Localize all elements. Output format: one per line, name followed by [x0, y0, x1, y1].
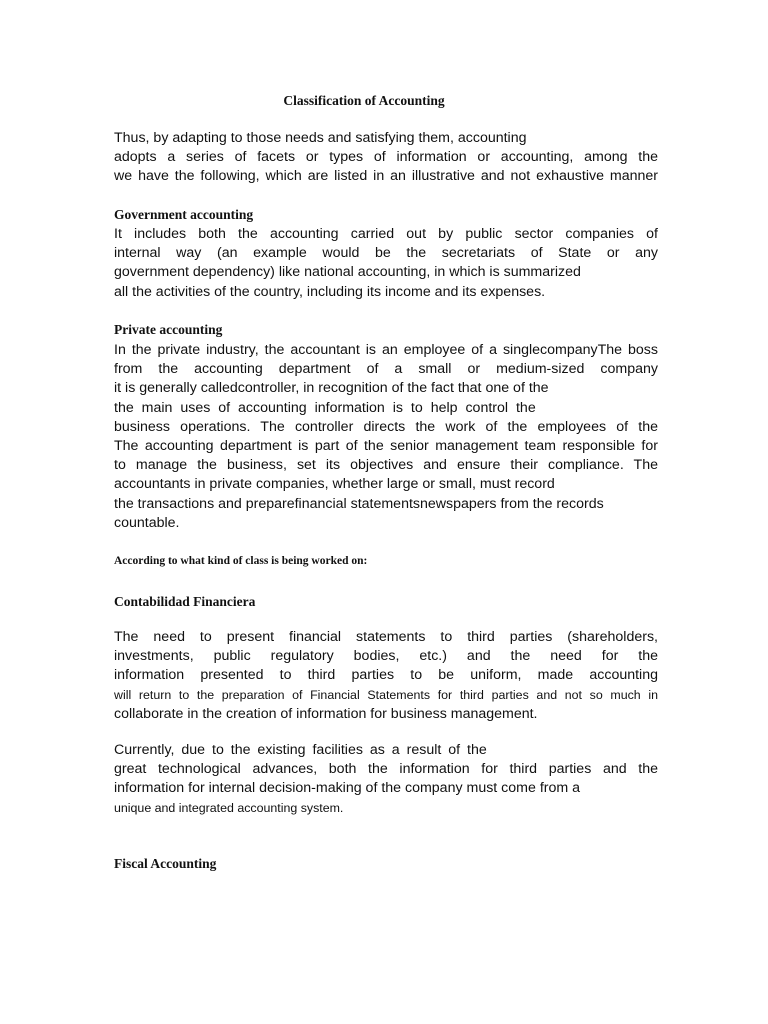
paragraph-line: The need to present financial statements to third parties (shareholders, [114, 629, 658, 645]
paragraph-line: investments, public regulatory bodies, etc.) and the need for the [114, 648, 658, 665]
paragraph-line: Currently, due to the existing facilities as a result of the [114, 742, 487, 758]
government-accounting-heading: Government accounting [114, 207, 254, 222]
paragraph-line: the transactions and preparefinancial statementsnewspapers from the records [114, 495, 604, 512]
paragraph-line: It includes both the accounting carried out by public sector companies of [114, 226, 658, 242]
paragraph-line: from the accounting department of a small or medium-sized company [114, 361, 658, 378]
paragraph-line: all the activities of the country, including its income and its expenses. [114, 283, 546, 300]
paragraph-line: business operations. The controller directs the work of the employees of the [114, 418, 658, 435]
paragraph-line: In the private industry, the accountant is an employee of a singlecompanyThe boss [114, 342, 658, 358]
government-accounting-paragraph [114, 225, 658, 302]
paragraph-line: adopts a series of facets or types of information or accounting, among the [114, 149, 658, 166]
class-heading: According to what kind of class is being worked on: [114, 555, 368, 567]
paragraph-line: great technological advances, both the information for third parties and the [114, 761, 658, 778]
paragraph-line: information for internal decision-making of the company must come from a [114, 780, 581, 797]
paragraph-line: to manage the business, set its objectives and ensure their compliance. The [114, 457, 658, 474]
paragraph-line: it is generally calledcontroller, in recognition of the fact that one of the [114, 380, 549, 397]
paragraph-line: countable. [114, 514, 180, 531]
intro-paragraph [114, 129, 658, 187]
financiera-paragraph-1 [114, 628, 658, 724]
fiscal-accounting-heading: Fiscal Accounting [114, 856, 217, 871]
financiera-heading: Contabilidad Financiera [114, 594, 256, 609]
paragraph-line: accountants in private companies, whether large or small, must record [114, 476, 555, 493]
paragraph-line: the main uses of accounting information is to help control the [114, 399, 536, 416]
document-title: Classification of Accounting [283, 93, 445, 108]
paragraph-line: internal way (an example would be the secretariats of State or any [114, 245, 658, 262]
financiera-paragraph-2 [114, 741, 658, 818]
paragraph-line: government dependency) like national accounting, in which is summarized [114, 264, 581, 281]
paragraph-line: will return to the preparation of Financial Statements for third parties and not so much in [114, 687, 658, 702]
paragraph-line: unique and integrated accounting system. [114, 800, 344, 815]
paragraph-line: collaborate in the creation of information for business management. [114, 705, 538, 722]
private-accounting-heading: Private accounting [114, 322, 223, 337]
private-accounting-paragraph [114, 341, 658, 533]
paragraph-line: Thus, by adapting to those needs and satisfying them, accounting [114, 130, 527, 146]
paragraph-line: information presented to third parties to be uniform, made accounting [114, 667, 658, 684]
paragraph-line: we have the following, which are listed in an illustrative and not exhaustive manner [114, 168, 658, 185]
paragraph-line: The accounting department is part of the senior management team responsible for [114, 437, 658, 454]
